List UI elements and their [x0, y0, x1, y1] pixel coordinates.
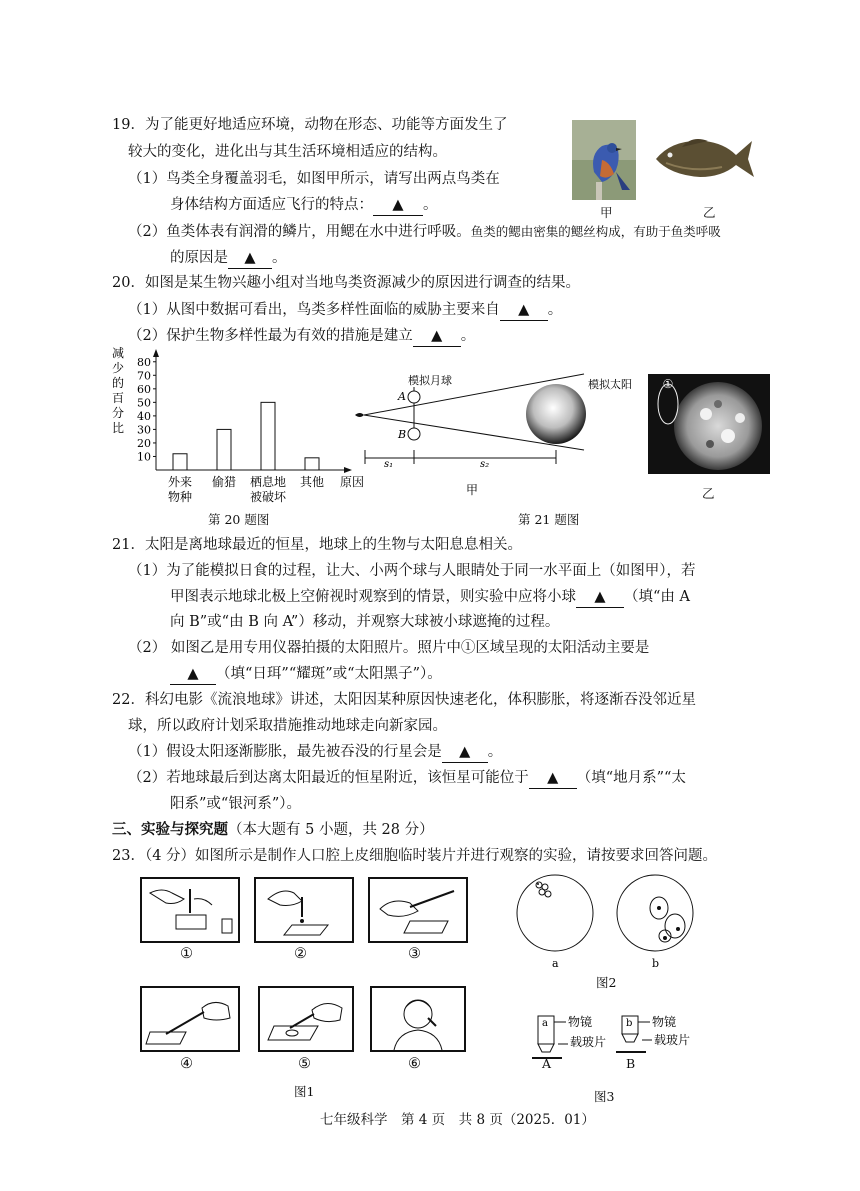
step-1-image	[140, 877, 240, 943]
q21-part1-line2: 甲图表示地球北极上空俯视时观察到的情景，则实验中应将小球 ▲ （填“由 A	[170, 587, 690, 608]
answer-blank[interactable]: ▲	[373, 195, 423, 216]
circle-b-label: b	[652, 957, 660, 970]
answer-blank[interactable]: ▲	[500, 300, 548, 321]
bar-1	[217, 429, 231, 470]
q20-part2: （2）保护生物多样性最为有效的措施是建立 ▲ 。	[128, 326, 475, 347]
bird-photo	[572, 120, 636, 200]
q21-stem: 21．太阳是离地球最近的恒星，地球上的生物与太阳息息相关。	[112, 537, 522, 553]
q21-part1-line1: （1）为了能模拟日食的过程，让大、小两个球与人眼睛处于同一水平面上（如图甲），若	[128, 563, 696, 579]
step-4-image	[140, 986, 240, 1052]
q19-part1-line1: （1）鸟类全身覆盖羽毛，如图甲所示，请写出两点鸟类在	[128, 171, 500, 187]
slide-label-b: 载玻片	[654, 1033, 691, 1047]
bar-0	[173, 454, 187, 470]
category-label: 外来物种	[167, 475, 193, 504]
y-tick-label: 10	[137, 450, 151, 464]
bar-2	[261, 402, 275, 470]
region-1-label: ①	[662, 377, 674, 391]
sun-photo	[648, 374, 770, 474]
microscope-field-views	[512, 868, 702, 988]
section3-heading: 三、实验与探究题（本大题有 5 小题，共 28 分）	[112, 821, 434, 838]
step-4-label: ④	[180, 1056, 193, 1072]
y-tick-label: 20	[137, 436, 151, 450]
point-a-label: A	[398, 390, 406, 403]
objective-label-a: 物镜	[568, 1015, 593, 1029]
slide-label-a: 载玻片	[570, 1035, 607, 1049]
answer-blank[interactable]: ▲	[529, 768, 577, 789]
q19-part2-line2: 的原因是 ▲ 。	[170, 248, 287, 269]
y-tick-label: 70	[137, 369, 151, 383]
fish-image	[652, 133, 756, 183]
step-5-image	[258, 986, 354, 1052]
fig21-jia-label: 甲	[466, 483, 479, 497]
q20-stem: 20．如图是某生物兴趣小组对当地鸟类资源减少的原因进行调查的结果。	[112, 275, 580, 291]
answer-blank[interactable]: ▲	[228, 248, 272, 269]
category-label: 其他	[299, 475, 325, 489]
bird-decline-chart	[108, 345, 365, 505]
microscope-A-label: A	[542, 1056, 552, 1071]
bar-3	[305, 458, 319, 470]
q23-stem: 23．（4 分）如图所示是制作人口腔上皮细胞临时装片并进行观察的实验，请按要求回答问题。	[112, 848, 718, 864]
objective-label-b: 物镜	[652, 1015, 677, 1029]
microscope-B-label: B	[626, 1056, 636, 1071]
eclipse-model-diagram	[350, 368, 632, 500]
circle-a-label: a	[552, 957, 559, 970]
step-1-label: ①	[180, 946, 193, 962]
step-6-label: ⑥	[408, 1056, 421, 1072]
q21-part2-line1: （2） 如图乙是用专用仪器拍摄的太阳照片。照片中①区域呈现的太阳活动主要是	[128, 640, 650, 656]
q19-stem-line2: 较大的变化，进化出与其生活环境相适应的结构。	[128, 144, 447, 160]
q22-part1: （1）假设太阳逐渐膨胀，最先被吞没的行星会是 ▲ 。	[128, 742, 502, 763]
page-footer: 七年级科学 第 4 页 共 8 页（2025．01）	[320, 1112, 595, 1128]
fig21-yi-label: 乙	[702, 486, 715, 501]
point-b-label: B	[398, 428, 407, 441]
step-2-label: ②	[294, 946, 307, 962]
sun-label: 模拟太阳	[588, 378, 632, 391]
s1-label: s₁	[384, 459, 394, 470]
fig-label-jia: 甲	[600, 205, 613, 220]
q22-part2-line1: （2）若地球最后到达离太阳最近的恒星附近，该恒星可能位于 ▲ （填“地月系”“太	[128, 768, 686, 789]
category-label: 栖息地被破坏	[249, 475, 287, 504]
fig1-caption: 图1	[294, 1084, 315, 1099]
q19-part1-line2: 身体结构方面适应飞行的特点： ▲ 。	[170, 195, 438, 216]
y-tick-label: 30	[137, 423, 151, 437]
fig20-caption: 第 20 题图	[208, 512, 270, 527]
answer-blank[interactable]: ▲	[170, 664, 216, 685]
y-tick-label: 60	[137, 382, 151, 396]
answer-blank[interactable]: ▲	[442, 742, 488, 763]
q19-part2-line1: （2）鱼类体表有润滑的鳞片，用鳃在水中进行呼吸。鱼类的鳃由密集的鳃丝构成，有助于鱼类呼吸	[128, 224, 721, 240]
category-label: 偷猎	[211, 475, 237, 489]
answer-blank[interactable]: ▲	[413, 326, 461, 347]
lens-a-label: a	[542, 1018, 548, 1029]
x-axis-label: 原因	[340, 475, 365, 489]
sun-ball	[526, 384, 586, 444]
q20-part1: （1）从图中数据可看出，鸟类多样性面临的威胁主要来自 ▲ 。	[128, 300, 562, 321]
eye-icon	[355, 413, 364, 417]
q22-stem-line2: 球，所以政府计划采取措施推动地球走向新家园。	[128, 718, 447, 734]
fig-label-yi: 乙	[703, 205, 716, 220]
s2-label: s₂	[480, 459, 490, 470]
y-tick-label: 40	[137, 409, 151, 423]
q21-part1-line3: 向 B”或“由 B 向 A”）移动，并观察大球被小球遮掩的过程。	[170, 614, 560, 630]
step-5-label: ⑤	[298, 1056, 311, 1072]
fig21-caption: 第 21 题图	[518, 512, 580, 527]
q21-part2-line2: ▲ （填“日珥”“耀斑”或“太阳黑子”）。	[170, 664, 442, 685]
step-3-image	[368, 877, 468, 943]
step-6-image	[370, 986, 466, 1052]
step-3-label: ③	[408, 946, 421, 962]
step-2-image	[254, 877, 354, 943]
q22-part2-line2: 阳系”或“银河系”）。	[170, 796, 301, 812]
lens-b-label: b	[626, 1018, 633, 1029]
fig2-caption: 图2	[596, 975, 617, 990]
moon-label: 模拟月球	[408, 374, 452, 387]
answer-blank[interactable]: ▲	[576, 587, 624, 608]
q19-stem-line1: 19．为了能更好地适应环境，动物在形态、功能等方面发生了	[112, 117, 508, 133]
fig3-caption: 图3	[594, 1089, 615, 1104]
y-tick-label: 80	[137, 355, 151, 369]
q22-stem-line1: 22．科幻电影《流浪地球》讲述，太阳因某种原因快速老化，体积膨胀，将逐渐吞没邻近星	[112, 692, 696, 708]
y-tick-label: 50	[137, 396, 151, 410]
y-axis-label: 减少的百分比	[111, 346, 125, 435]
